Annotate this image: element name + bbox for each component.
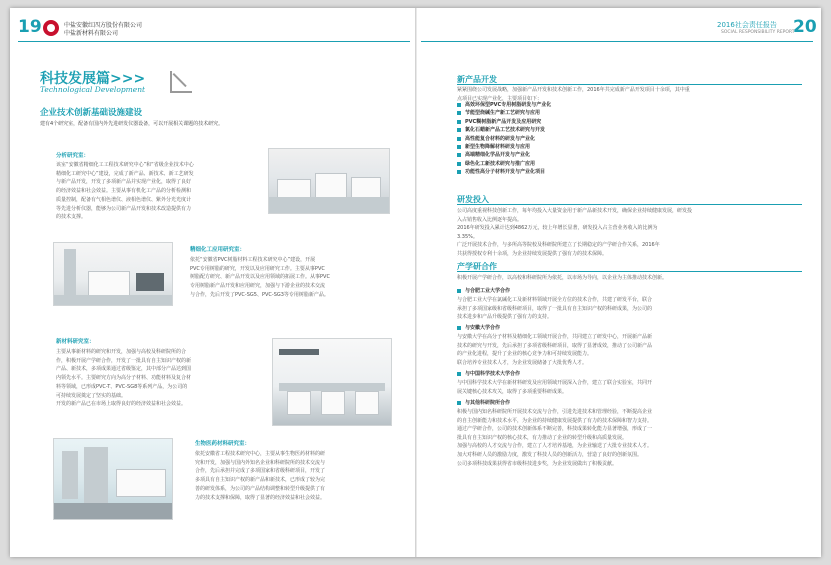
text-line: 与合作，先后开发了PVC-SG5、PVC-SG3等专用树脂新产品。 [190, 291, 329, 298]
text-line: 3.35%。 [457, 233, 478, 240]
text-line: 承担了多项国家级和省级科研项目，取得了一批具有自主知识产权的科研成果，为公司的 [457, 305, 653, 312]
header-rule-left [18, 41, 410, 42]
text-line: 的经济效益和社会效益。主要从事有机化工产品的分析检测和 [56, 188, 192, 195]
text-line: 开发的新产品已在市场上取得良好的经济效益和社会效益。 [56, 401, 187, 408]
lab-photo-biomedical [53, 438, 173, 520]
cooperation-item-title: 与安徽大学合作 [457, 324, 500, 331]
company-logo-icon [43, 20, 59, 36]
subsection-heading: 企业技术创新基础设施建设 [40, 108, 143, 118]
lab-label-materials: 新材料研究室： [56, 339, 95, 345]
text-line: 究和开发，加强与国内外知名企业和科研院所的技术交流与 [195, 459, 326, 466]
list-item: 高效环保型PVC专用树脂研发与产业化 [457, 101, 802, 109]
text-line: 批具有自主知识产权的核心技术，有力推动了企业的转型升级和高质量发展。 [457, 434, 628, 441]
text-line: 依托“安徽省PVC树脂材料工程技术研究中心”建设，开展 [190, 257, 316, 263]
cooperation-item-text [457, 408, 802, 468]
text-line: 多项具有自主知识产权的新产品和新技术，已形成了较为完 [195, 477, 326, 484]
text-line: 2016年研发投入累计达到4862万元，较上年增长显著，研发投入占主营业务收入的比例为 [457, 225, 658, 232]
list-item: 高端精细化学品开发与产业化 [457, 151, 802, 159]
list-item: 高性能复合材料的研发与产业化 [457, 135, 802, 143]
cooperation-item-text [457, 379, 802, 396]
text-line: 可持续发展奠定了坚实的基础。 [56, 392, 127, 399]
text-line: 积极开展产学研合作，以高校和科研院所为依托，以市场为导向，以企业为主体推动技术创新。 [457, 275, 668, 281]
text-line: 加大对科研人员的激励力度，激发了科技人员的创新活力，营造了良好的创新氛围。 [457, 451, 643, 458]
text-line: 作，积极开展产学研合作，开发了一批具有自主知识产权的新 [56, 357, 192, 364]
new-product-list [457, 101, 802, 177]
lab-photo-analysis [268, 148, 390, 214]
rd-investment-text [457, 207, 802, 259]
arrow-decoration-icon [170, 71, 192, 93]
company-name-line1: 中盐安徽红四方股份有限公司 [64, 22, 143, 29]
page-left [10, 8, 415, 557]
text-line: 内领先水平。主要研究方向为高分子材料、功能材料及复合材 [56, 375, 192, 382]
text-line: 公司高度重视科技创新工作，每年均投入大量资金用于新产品新技术开发，确保企业持续健康发展，研发投 [457, 208, 693, 214]
text-line: 通过产学研合作，公司的技术创新体系不断完善，科技成果转化能力显著增强，形成了一 [457, 426, 653, 433]
text-line: 产品、新技术，多项成果通过省级鉴定，其中部分产品达到国 [56, 366, 192, 373]
cooperation-item-text [457, 333, 802, 367]
text-line: 技术进步和产品升级提供了强有力的支持。 [457, 314, 553, 321]
text-line: 的自主创新能力和技术水平，为企业的持续健康发展提供了有力的技术保障和智力支持。 [457, 417, 653, 424]
text-line: 联合培养专业技术人才，为企业发展储备了大批优秀人才。 [457, 359, 588, 366]
report-title: 2016社会责任报告 [717, 21, 777, 29]
text-line: 点项目已实现产业化，主要项目如下： [457, 95, 543, 102]
page-number-left: 19 [18, 17, 42, 37]
list-item: 绿色化工新技术研究与推广应用 [457, 160, 802, 168]
list-item: 功能性高分子材料开发与产业化项目 [457, 168, 802, 176]
text-line: 该室“安徽省精细化工工程技术研究中心”和“省级企业技术中心 [56, 162, 194, 168]
heading-rd-investment: 研发投入 [457, 195, 489, 204]
heading-rule [457, 84, 802, 85]
company-name-line2: 中盐新材料有限公司 [64, 30, 119, 37]
page-number-right: 20 [793, 17, 817, 37]
text-line: 精细化工研究中心”建设，完成了新产品、新技术、新工艺研发 [56, 170, 194, 177]
list-item: 氯化石蜡新产品工艺技术研究与开发 [457, 126, 802, 134]
text-line: 与安徽大学在高分子材料及精细化工领域开展合作，共同建立了研发中心，开展新产品新 [457, 334, 653, 340]
text-line: 积极与国内知名科研院所开展技术交流与合作，引进先进技术和管理经验，不断提高企业 [457, 409, 653, 415]
text-line: PVC专用树脂的研究，开发以及应用研究工作。主要从事PVC [190, 265, 325, 272]
text-line: 的产业化进程，提升了企业的核心竞争力和可持续发展能力。 [457, 351, 593, 358]
lab-photo-application [53, 242, 173, 306]
page-right [417, 8, 821, 557]
text-line: 加强与高校的人才交流与合作，建立了人才培养基地，为企业输送了大批专业技术人才。 [457, 443, 653, 450]
list-item: 节能型烧碱生产新工艺研究与应用 [457, 109, 802, 117]
text-line: 料等领域，已形成PVC-T、PVC-SG8等系列产品，为公司的 [56, 383, 188, 390]
lab-label-application: 精细化工应用研究室： [190, 247, 246, 253]
text-line: 与合肥工业大学在氯碱化工及新材料领域开展全方位的技术合作，共建了研发平台，联合 [457, 297, 653, 303]
text-line: 技术的研究与开发，先后承担了多项省级科研项目，取得了显著成效，推动了公司新产品 [457, 342, 653, 349]
heading-industry-academia: 产学研合作 [457, 262, 497, 271]
subsection-intro: 建有4个研究室，配备有国内外先进研发仪器设备，可以开展相关课题的技术研究。 [40, 121, 224, 127]
lab-photo-materials [272, 338, 392, 426]
report-subtitle: SOCIAL RESPONSIBILITY REPORT [721, 30, 795, 35]
industry-academia-intro [457, 274, 802, 283]
text-line: 与新产品开发，开发了多项新产品并实现产业化，取得了良好 [56, 179, 192, 186]
text-line: 合作，先后承担并完成了多项国家和省级科研项目，开发了 [195, 468, 326, 475]
text-line: 与中国科学技术大学在新材料研发及应用领域开展深入合作，建立了联合实验室，共同开 [457, 380, 653, 386]
text-line: 公司多项科技成果获得省市级科技进步奖，为企业发展做出了积极贡献。 [457, 460, 618, 467]
text-line: 专用树脂新产品开发和应用研究，加强与下游企业的技术交流 [190, 283, 326, 290]
list-item: PVC糊树脂新产品开发及应用研究 [457, 118, 802, 126]
list-item: 新型生物降解材料研发与应用 [457, 143, 802, 151]
cooperation-item-text [457, 296, 802, 322]
text-line: 树脂配方研究、新产品开发以及应用领域的拓展工作。从事PVC [190, 274, 330, 281]
section-title: 科技发展篇>>> [40, 71, 146, 87]
text-line: 等先进分析仪器，能够为公司新产品开发和技术改造提供有力 [56, 205, 192, 212]
text-line: 质量控制，配备有气相色谱仪、液相色谱仪、紫外分光光度计 [56, 196, 192, 203]
heading-rule [457, 204, 802, 205]
lab-text-biomedical [195, 450, 400, 502]
lab-label-biomedical: 生物医药材料研究室： [195, 441, 251, 447]
lab-text-application [190, 256, 400, 300]
text-line: 入占销售收入比例逐年提高。 [457, 216, 523, 223]
heading-new-product: 新产品开发 [457, 75, 497, 84]
header-rule-right [421, 41, 813, 42]
lab-text-analysis [56, 161, 261, 222]
lab-text-materials [56, 348, 266, 409]
text-line: 主要从事新材料的研究和开发，加强与高校及科研院所的合 [56, 349, 187, 355]
section-subtitle: Technological Development [40, 85, 146, 94]
text-line: 共获得授权专利十余项，为企业持续发展提供了强有力的技术保障。 [457, 250, 608, 257]
cooperation-item-title: 与中国科学技术大学合作 [457, 370, 520, 377]
cooperation-item-title: 与其他科研院所合作 [457, 399, 510, 406]
cooperation-item-title: 与合肥工业大学合作 [457, 287, 510, 294]
text-line: 依托安徽省工程技术研究中心，主要从事生物医药材料的研 [195, 451, 326, 457]
text-line: 紧紧围绕公司发展战略，加强新产品开发和技术创新工作，2016年共完成新产品开发项目十余项，其中重 [457, 87, 690, 93]
report-spread [10, 8, 821, 557]
text-line: 展关键核心技术攻关，取得了多项重要科研成果。 [457, 388, 568, 395]
text-line: 力的技术支撑和保障，取得了显著的经济效益和社会效益。 [195, 494, 326, 501]
text-line: 善的研发体系，为公司的产品结构调整和转型升级提供了有 [195, 485, 326, 492]
heading-rule [457, 271, 802, 272]
lab-label-analysis: 分析研究室： [56, 153, 90, 159]
text-line: 的技术支撑。 [56, 214, 87, 221]
text-line: 广泛开展技术合作，与多所高等院校及科研院所建立了长期稳定的产学研合作关系，2016年 [457, 242, 660, 249]
